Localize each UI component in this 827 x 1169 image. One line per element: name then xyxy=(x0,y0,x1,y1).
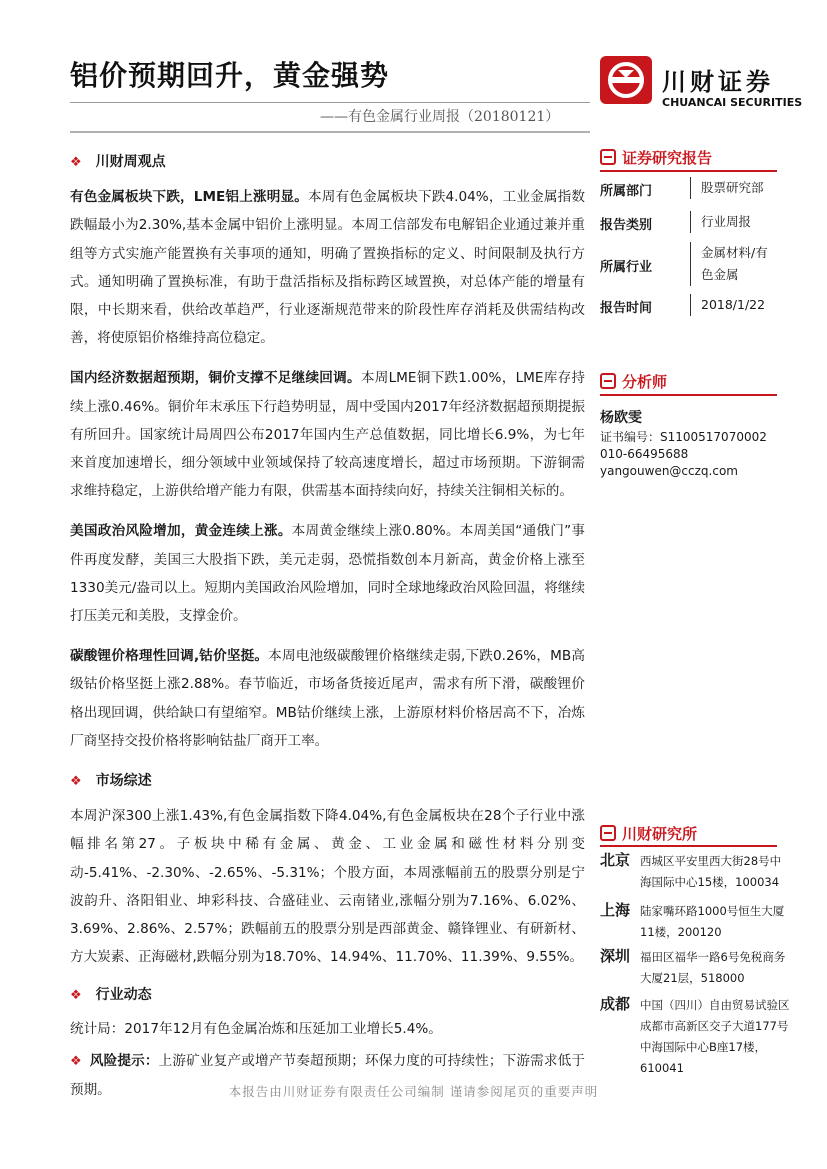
company-name-en: CHUANCAI SECURITIES xyxy=(662,96,803,109)
info-value-category: 行业周报 xyxy=(690,211,751,233)
paragraph-risk: ❖ 风险提示：上游矿业复产或增产节奏超预期；环保力度的可持续性；下游需求低于预期。 xyxy=(70,1052,586,1099)
diamond-bullet-icon: ❖ xyxy=(70,155,82,170)
report-subtitle: ——有色金属行业周报（20180121） xyxy=(320,109,560,125)
info-value-department: 股票研究部 xyxy=(690,177,764,199)
office-address-shenzhen: 福田区福华一路6号免税商务大厦21层，518000 xyxy=(640,950,786,985)
subtitle-divider xyxy=(70,131,590,133)
report-title: 铝价预期回升，黄金强势 xyxy=(70,59,390,92)
paragraph-copper: 国内经济数据超预期，铜价支撑不足继续回调。本周LME铜下跌1.00%，LME库存持续上涨0.46%。铜价年末承压下行趋势明显，周中受国内2017年经济数据超预期提振有所回升。国家统计局周四公布2017年国内生产总值数据，同比增长6.9%，为七年来首度加速增长，细分领域中业领域保持了较高速度增长，超过市场预期。下游铜需求维持稳定，上游供给增产能力有限，供需基本面持续向好，持续关注铜相关标的。 xyxy=(70,370,586,500)
main-content xyxy=(70,148,585,1104)
analyst-cert: 证书编号：S1100517070002 xyxy=(600,430,767,444)
office-city-chengdu: 成都 xyxy=(600,995,631,1013)
market-heading: ❖ 市场综述 xyxy=(70,773,152,790)
info-value-industry: 金属材料/有色金属 xyxy=(690,242,773,286)
institute-icon xyxy=(600,825,616,841)
analyst-heading: 分析师 xyxy=(600,371,667,392)
office-city-shanghai: 上海 xyxy=(600,901,631,919)
info-label-date: 报告时间 xyxy=(600,301,653,316)
info-value-date: 2018/1/22 xyxy=(690,294,765,316)
info-label-category: 报告类别 xyxy=(600,218,653,233)
footer-disclaimer: 本报告由川财证券有限责任公司编制 谨请参阅尾页的重要声明 xyxy=(228,1084,599,1099)
paragraph-gold: 美国政治风险增加，黄金连续上涨。本周黄金继续上涨0.80%。本周美国“通俄门”事件再度发酵，美国三大股指下跌，美元走弱，恐慌指数创本月新高，黄金价格上涨至1330美元/盎司以上。短期内美国政治风险增加，同时全球地缘政治风险回温，将继续打压美元和美股，支撑金价。 xyxy=(70,523,585,625)
paragraph-lithium-cobalt: 碳酸锂价格理性回调,钴价坚挺。本周电池级碳酸锂价格继续走弱,下跌0.26%，MB高级钴价格坚挺上涨2.88%。春节临近，市场备货接近尾声，需求有所下滑，碳酸锂价格出现回调，供给缺口有望缩窄。MB钴价继续上涨，上游原材料价格居高不下，冶炼厂商坚持交投价格将影响钴盐厂商开工率。 xyxy=(70,648,585,749)
paragraph-dynamics: 统计局：2017年12月有色金属冶炼和压延加工业增长5.4%。 xyxy=(70,1020,442,1037)
diamond-bullet-icon: ❖ xyxy=(70,1053,82,1069)
company-name: 川财证券 xyxy=(662,68,774,96)
info-label-department: 所属部门 xyxy=(600,184,653,199)
institute-heading: 川财研究所 xyxy=(600,823,697,844)
paragraph-market: 本周沪深300上涨1.43%,有色金属指数下降4.04%,有色金属板块在28个子行业中涨幅排名第27。子板块中稀有金属、黄金、工业金属和磁性材料分别变动-5.41%、-2.30%、-2.65%、-5.31%；个股方面，本周涨幅前五的股票分别是宁波韵升、洛阳钼业、坤彩科技、合盛硅业、云南锗业,涨幅分别为7.16%、6.02%、3.69%、2.86%、2.57%；跌幅前五的股票分别是西部黄金、赣锋锂业、有研新材、方大炭素、正海磁材,跌幅分别为18.70%、14.94%、11.70%、11.39%、9.55%。 xyxy=(70,808,585,966)
views-heading: ❖ 川财周观点 xyxy=(70,154,166,170)
paragraph-aluminum: 有色金属板块下跌，LME铝上涨明显。本周有色金属板块下跌4.04%，工业金属指数跌幅最小为2.30%,基本金属中铝价上涨明显。本周工信部发布电解铝企业通过兼并重组等方式实施产能置换有关事项的通知，明确了置换指标的定义、时间限制及执行方式。通知明确了置换标准，有助于盘活指标及指标跨区域置换，对总体产能的增量有限，中长期来看，供给改革趋严，行业逐渐规范带来的阶段性库存消耗及供需结构改善，将使原铝价格维持高位稳定。 xyxy=(70,189,585,347)
report-info-heading: 证券研究报告 xyxy=(600,147,712,168)
analyst-phone: 010-66495688 xyxy=(600,447,689,461)
company-logo-icon xyxy=(600,56,652,104)
analyst-icon xyxy=(600,373,616,389)
office-address-chengdu: 中国（四川）自由贸易试验区成都市高新区交子大道177号中海国际中心B座17楼，610041 xyxy=(640,998,790,1075)
report-info-divider xyxy=(600,170,777,172)
info-label-industry: 所属行业 xyxy=(600,260,653,275)
analyst-divider xyxy=(600,394,777,396)
institute-divider xyxy=(600,845,777,847)
office-address-beijing: 西城区平安里西大街28号中海国际中心15楼，100034 xyxy=(640,854,782,889)
dynamics-heading: ❖ 行业动态 xyxy=(70,987,152,1004)
office-city-beijing: 北京 xyxy=(600,851,631,869)
analyst-name: 杨欧雯 xyxy=(600,410,642,426)
office-city-shenzhen: 深圳 xyxy=(600,947,631,965)
title-divider xyxy=(70,102,590,103)
report-icon xyxy=(600,149,616,165)
office-address-shanghai: 陆家嘴环路1000号恒生大厦11楼，200120 xyxy=(640,904,785,939)
diamond-bullet-icon: ❖ xyxy=(70,774,82,790)
diamond-bullet-icon: ❖ xyxy=(70,988,82,1004)
analyst-email[interactable]: yangouwen@cczq.com xyxy=(600,464,738,478)
